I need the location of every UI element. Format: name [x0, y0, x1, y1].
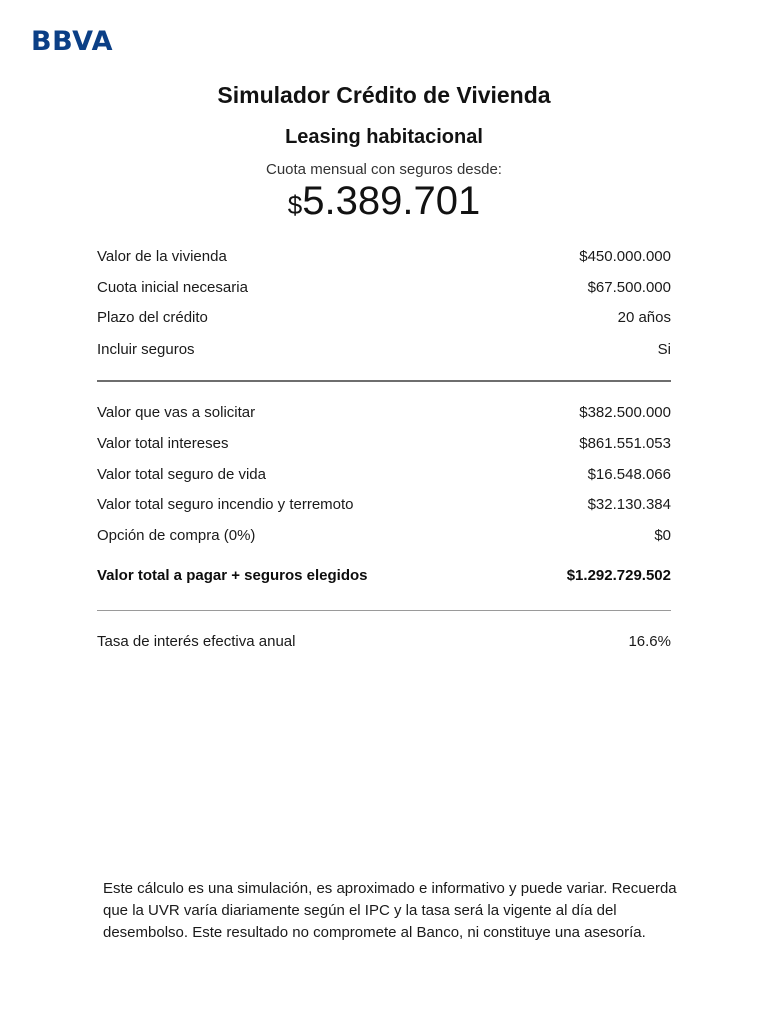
bbva-logo [31, 28, 113, 56]
row-value: 20 años [617, 309, 671, 326]
section-divider [97, 380, 671, 382]
total-row [97, 565, 671, 587]
detail-row-total-interest [97, 433, 671, 455]
logo-text: BBVA [31, 26, 114, 57]
row-label: Valor total intereses [97, 435, 229, 452]
row-value: $16.548.066 [587, 466, 671, 483]
row-label: Valor de la vivienda [97, 248, 227, 265]
summary-row-term [97, 307, 671, 329]
row-label: Valor que vas a solicitar [97, 404, 256, 421]
summary-row-down-payment [97, 277, 671, 299]
row-label: Opción de compra (0%) [97, 527, 256, 544]
summary-row-property-value [97, 246, 671, 268]
row-value: $67.500.000 [587, 279, 671, 296]
disclaimer-text: Este cálculo es una simulación, es aproximado e informativo y puede variar. Recuerda que la UVR varía diariamente según el IPC y la tasa será la vigente al día del desembolso. Este resultado no compromete al Banco, ni constituye una asesoría. [103, 880, 677, 941]
row-label: Plazo del crédito [97, 309, 208, 326]
monthly-fee-caption: Cuota mensual con seguros desde: [266, 161, 502, 178]
row-value: $861.551.053 [579, 435, 671, 452]
page-subtitle: Leasing habitacional [285, 126, 483, 148]
row-value: $382.500.000 [579, 404, 671, 421]
detail-row-life-insurance [97, 464, 671, 486]
detail-row-purchase-option [97, 525, 671, 547]
summary-row-insurance [97, 339, 671, 361]
rate-label: Tasa de interés efectiva anual [97, 633, 296, 650]
total-label: Valor total a pagar + seguros elegidos [97, 567, 368, 584]
rate-row [97, 631, 671, 653]
monthly-fee-amount [0, 178, 768, 233]
row-value: $0 [654, 527, 671, 544]
row-label: Valor total seguro de vida [97, 466, 266, 483]
total-value: $1.292.729.502 [566, 567, 671, 584]
rate-value: 16.6% [628, 633, 671, 650]
monthly-fee-value: 5.389.701 [302, 179, 481, 223]
currency-symbol: $ [287, 190, 303, 220]
detail-row-loan-amount [97, 402, 671, 424]
page-title: Simulador Crédito de Vivienda [217, 82, 551, 108]
total-divider [97, 610, 671, 611]
row-value: $32.130.384 [587, 496, 671, 513]
row-value: $450.000.000 [579, 248, 671, 265]
row-label: Valor total seguro incendio y terremoto [97, 496, 354, 513]
detail-row-fire-insurance [97, 494, 671, 516]
row-label: Cuota inicial necesaria [97, 279, 248, 296]
row-value: Si [657, 341, 671, 358]
row-label: Incluir seguros [97, 341, 195, 358]
